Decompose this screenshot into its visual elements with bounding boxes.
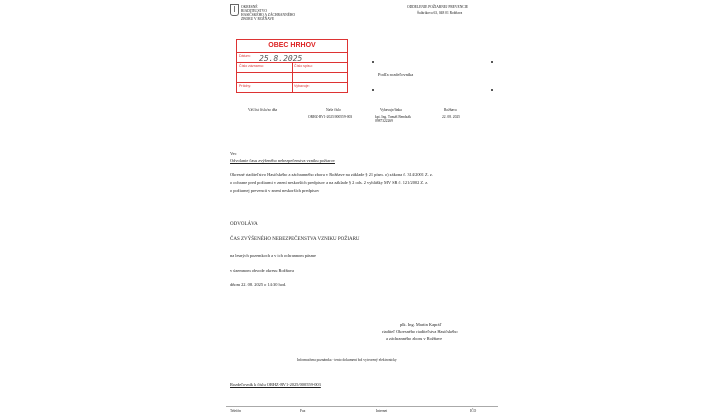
stamp-date-value: 25.8.2025 (259, 54, 303, 63)
document-page (212, 0, 512, 420)
decision-subject: ČAS ZVÝŠENÉHO NEBEZPEČENSTVA VZNIKU POŽIARU (230, 237, 360, 242)
corner-mark (491, 89, 493, 91)
address: Šafárikova 63, 048 01 Rožňava (417, 11, 463, 15)
coat-of-arms-icon (230, 4, 239, 16)
stamp-attachments-label: Prílohy: (239, 84, 252, 88)
corner-mark (491, 61, 493, 63)
stamp-reg-label: Číslo záznamu: (239, 64, 264, 68)
effective-time: dňom 22. 08. 2025 o 14:30 hod. (230, 282, 287, 287)
department: ODDELENIE POŽIARNEJ PREVENCIE (407, 5, 469, 9)
distribution-title: Rozdeľovník k číslu ORHZ-RV1-2025/000559-003 (230, 382, 321, 387)
signatory-role-2: a záchranného zboru v Rožňave (386, 336, 443, 341)
ref-handler: kpt. Ing. Tomáš Bendzák 0987322269 (375, 115, 411, 124)
footer-divider (226, 406, 498, 407)
footer-phone: Telefón (230, 409, 241, 413)
footer-fax: Fax (300, 409, 306, 413)
ref-header-our: Naše číslo (326, 108, 341, 112)
signatory-name: plk. Ing. Martin Kapráľ (400, 322, 442, 327)
subject: Odvolanie času zvýšeného nebezpečenstva vzniku požiarov (230, 158, 335, 163)
corner-mark (372, 89, 374, 91)
footer-internet: Internet (376, 409, 388, 413)
subject-label: Vec (230, 151, 237, 156)
ref-header-city: Rožňava (444, 108, 457, 112)
ref-our-number: ORHZ-RV1-2025/000559-003 (308, 115, 353, 119)
org-line-2: RIADITEĽSTVO (241, 9, 267, 13)
org-line-3: HASIČSKÉHO A ZÁCHRANNÉHO (241, 13, 296, 17)
body-line-1: Okresné riaditeľstvo Hasičského a záchranného zboru v Rožňave na základe § 21 písm. o) zákona č. 314/2001 Z. z. (230, 172, 433, 177)
stamp-handled-label: Vybavuje: (294, 84, 310, 88)
stamp-file-label: Číslo spisu: (294, 64, 313, 68)
footer-ico: IČO (470, 409, 477, 413)
signatory-role-1: riaditeľ Okresného riaditeľstva Hasičského (382, 329, 458, 334)
scope-2: v územnom obvode okresu Rožňava (230, 268, 294, 273)
registry-stamp (236, 39, 348, 93)
body-line-2: o ochrane pred požiarmi v znení neskorších predpisov a na základe § 2 ods. 2 vyhlášky MV SR č. 121/2002 Z. z. (230, 180, 429, 185)
recipient: Podľa rozdeľovníka (378, 72, 414, 77)
ref-date: 22. 08. 2025 (442, 115, 460, 119)
scope-1: na lesných pozemkoch a v ich ochrannom pásme (230, 253, 316, 258)
stamp-date-label: Dátum: (239, 54, 251, 58)
body-line-3: o požiarnej prevencii v znení neskorších predpisov (230, 188, 320, 193)
electronic-note: Informatívna poznámka - tento dokument bol vytvorený elektronicky (297, 358, 397, 362)
org-line-4: ZBORU V ROŽŇAVE (241, 17, 275, 21)
ref-header-handler: Vybavuje/linka (380, 108, 402, 112)
org-line-1: OKRESNÉ (241, 5, 258, 9)
decision: ODVOLÁVA (230, 222, 258, 227)
ref-header-your: Váš list číslo/zo dňa (248, 108, 278, 112)
stamp-title: OBEC HRHOV (237, 40, 347, 53)
corner-mark (372, 61, 374, 63)
